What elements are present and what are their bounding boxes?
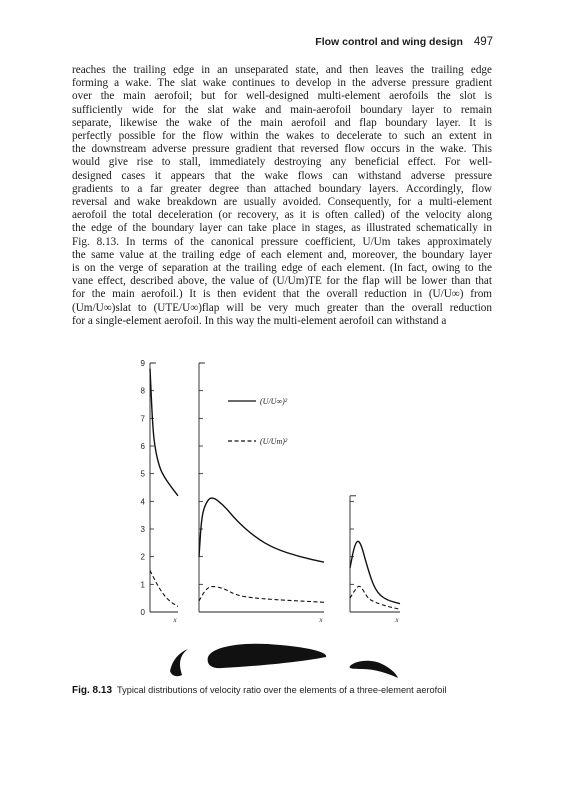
running-header-title: Flow control and wing design (315, 36, 463, 48)
x-axis-label: x (395, 616, 399, 624)
x-axis-label: x (319, 616, 323, 624)
y-tick-label: 3 (140, 525, 145, 534)
body-line: reaches the trailing edge in an unseparated state, and then leaves the trailing edge (72, 64, 492, 76)
x-axis-label: x (173, 616, 177, 624)
body-line: the edge of the boundary layer can take place in stages, as illustrated schematically in (72, 222, 492, 235)
body-line: for a single-element aerofoil. In this way the multi-element aerofoil can withstand a (72, 314, 447, 327)
y-tick-label: 9 (140, 359, 145, 368)
series-line-U-over-Uinf (350, 541, 400, 603)
body-line: gradients to a far greater degree than attached boundary layers. Accordingly, flow (72, 182, 492, 195)
series-line-U-over-Uinf (199, 498, 324, 562)
body-line: is on the verge of separation at the trailing edge of each element. (In fact, owing to the (72, 262, 492, 275)
y-tick-label: 6 (140, 442, 145, 451)
series-line-U-over-Um (199, 587, 324, 603)
body-line: the same value at the trailing edge of each element and, moreover, the boundary layer (72, 248, 492, 261)
flap-shape (350, 661, 398, 678)
body-line: would give rise to stall, immediately destroying any beneficial effect. For well- (72, 156, 492, 169)
body-line: vane effect, described above, the value of (U/Um)TE for the flap will be lower than that (72, 275, 492, 288)
body-line: separate, likewise the wake of the main aerofoil and flap boundary layer. It is (72, 116, 492, 129)
running-header (315, 36, 493, 48)
series-line-U-over-Uinf (150, 369, 178, 496)
body-line: sufficiently wide for the slat wake and main-aerofoil boundary layer to remain (72, 103, 492, 116)
figure-caption-label: Fig. 8.13 (72, 685, 113, 696)
body-paragraph (72, 64, 492, 328)
body-line: reversal and wake breakdown are usually avoided. Consequently, for a multi-element (72, 196, 492, 209)
y-tick-label: 8 (140, 386, 145, 396)
y-tick-label: 2 (140, 552, 145, 562)
body-line: designed cases it appears that the wake flows can withstand adverse pressure (72, 169, 492, 182)
series-line-U-over-Um (350, 586, 400, 609)
body-line: for the main aerofoil.) It is then evident that the overall reduction in (U/U∞) from (72, 288, 492, 301)
series-line-U-over-Um (150, 571, 178, 607)
slat-shape (170, 649, 188, 676)
legend-label: (U/Um)² (260, 437, 288, 446)
y-tick-label: 0 (140, 608, 145, 617)
body-line: the downstream adverse pressure gradient that reversed flow occurs in the wake. This (72, 143, 492, 156)
velocity-distribution-chart (100, 335, 480, 685)
body-line: forming a wake. The slat wake continues to develop in the adverse pressure gradient (72, 77, 492, 90)
body-line: (Um/U∞)slat to (UTE/U∞)flap will be very much greater than the overall reduction (72, 301, 492, 314)
y-tick-label: 7 (140, 414, 145, 424)
body-line: aerofoil the total deceleration (or recovery, as it is often called) of the velocity along (72, 209, 492, 222)
page-number: 497 (473, 36, 493, 48)
y-tick-label: 5 (140, 469, 145, 479)
legend-label: (U/U∞)² (260, 397, 288, 406)
figure-caption (72, 685, 446, 696)
body-line: Fig. 8.13. In terms of the canonical pressure coefficient, U/Um takes approximately (72, 235, 492, 248)
figure-caption-text: Typical distributions of velocity ratio over the elements of a three-element aerofoil (117, 685, 447, 695)
y-tick-label: 1 (140, 580, 145, 590)
figure-8-13 (100, 335, 480, 685)
y-tick-label: 4 (140, 497, 145, 507)
main-aerofoil-shape (208, 644, 327, 668)
body-line: perfectly possible for the flow within the wakes to decelerate to such an extent in (72, 130, 492, 143)
body-line: over the main aerofoil; but for well-designed multi-element aerofoils the slot is (72, 90, 492, 103)
